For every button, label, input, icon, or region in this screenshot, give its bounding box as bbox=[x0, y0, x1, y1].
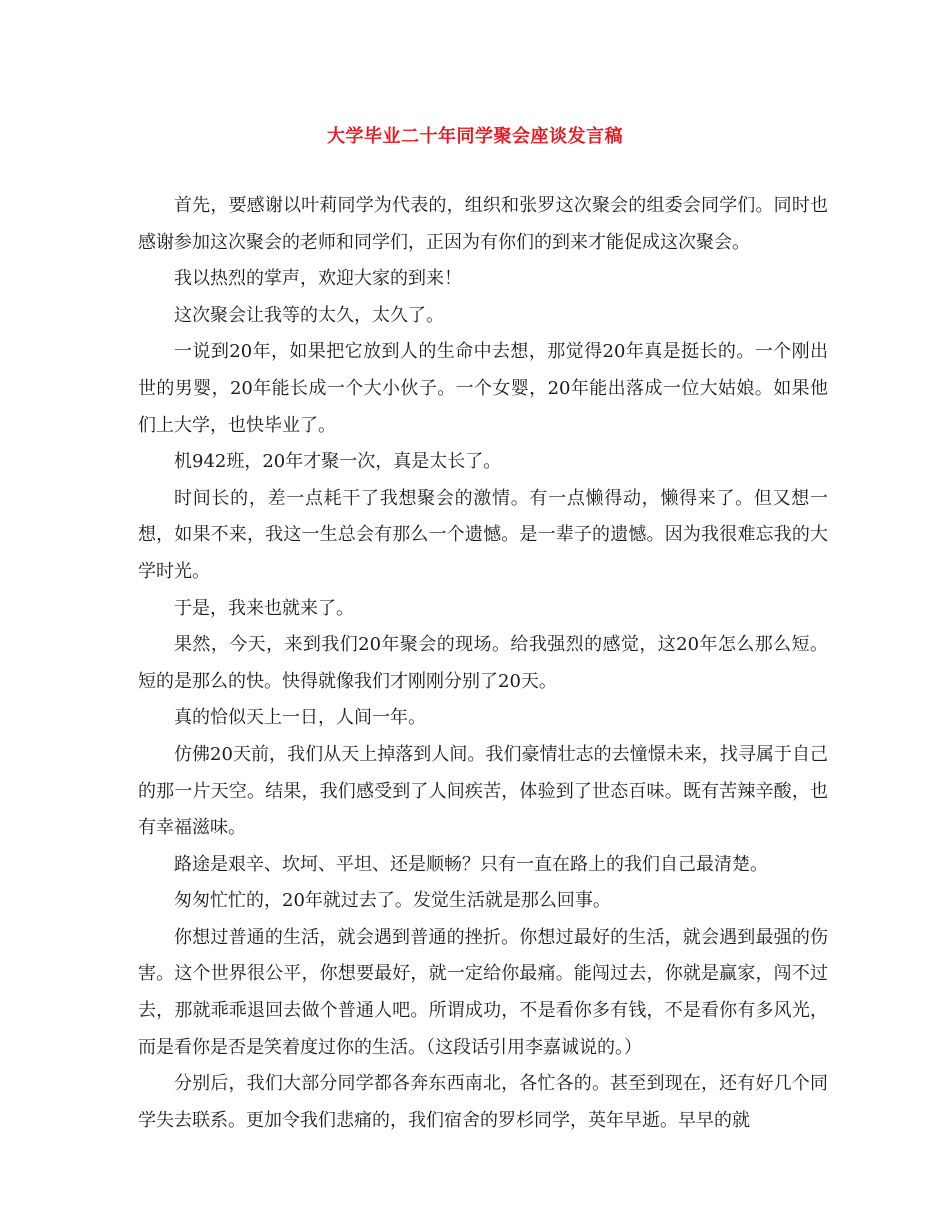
paragraph: 匆匆忙忙的，20年就过去了。发觉生活就是那么回事。 bbox=[174, 890, 611, 912]
paragraph: 路途是艰辛、坎坷、平坦、还是顺畅？只有一直在路上的我们自己最清楚。 bbox=[174, 853, 768, 875]
paragraph: 分别后，我们大部分同学都各奔东西南北，各忙各的。甚至到现在，还有好几个同学失去联系。更加令我们悲痛的，我们宿舍的罗杉同学，英年早逝。早早的就 bbox=[138, 1073, 828, 1131]
paragraph: 于是，我来也就来了。 bbox=[174, 597, 354, 619]
paragraph: 机942班，20年才聚一次，真是太长了。 bbox=[174, 451, 502, 473]
paragraph: 这次聚会让我等的太久，太久了。 bbox=[174, 304, 444, 326]
paragraph: 我以热烈的掌声，欢迎大家的到来！ bbox=[174, 268, 462, 290]
paragraph: 时间长的，差一点耗干了我想聚会的激情。有一点懒得动，懒得来了。但又想一想，如果不来，我这一生总会有那么一个遗憾。是一辈子的遗憾。因为我很难忘我的大学时光。 bbox=[138, 487, 828, 582]
paragraph: 你想过普通的生活，就会遇到普通的挫折。你想过最好的生活，就会遇到最强的伤害。这个世界很公平，你想要最好，就一定给你最痛。能闯过去，你就是赢家，闯不过去，那就乖乖退回去做个普通人吧。所谓成功，不是看你多有钱，不是看你有多风光，而是看你是否是笑着度过你的生活。（这段话引用李嘉诚说的。） bbox=[138, 926, 828, 1058]
paragraph: 首先，要感谢以叶莉同学为代表的，组织和张罗这次聚会的组委会同学们。同时也感谢参加这次聚会的老师和同学们，正因为有你们的到来才能促成这次聚会。 bbox=[138, 195, 828, 253]
paragraph: 真的恰似天上一日，人间一年。 bbox=[174, 707, 426, 729]
document-body bbox=[138, 188, 828, 1139]
paragraph: 果然，今天，来到我们20年聚会的现场。给我强烈的感觉，这20年怎么那么短。短的是那么的快。快得就像我们才刚刚分别了20天。 bbox=[138, 634, 828, 692]
document-title: 大学毕业二十年同学聚会座谈发言稿 bbox=[327, 126, 623, 147]
paragraph: 一说到20年，如果把它放到人的生命中去想，那觉得20年真是挺长的。一个刚出世的男婴，20年能长成一个大小伙子。一个女婴，20年能出落成一位大姑娘。如果他们上大学，也快毕业了。 bbox=[138, 341, 828, 436]
paragraph: 仿佛20天前，我们从天上掉落到人间。我们豪情壮志的去憧憬未来，找寻属于自己的那一片天空。结果，我们感受到了人间疾苦，体验到了世态百味。既有苦辣辛酸，也有幸福滋味。 bbox=[138, 743, 828, 839]
